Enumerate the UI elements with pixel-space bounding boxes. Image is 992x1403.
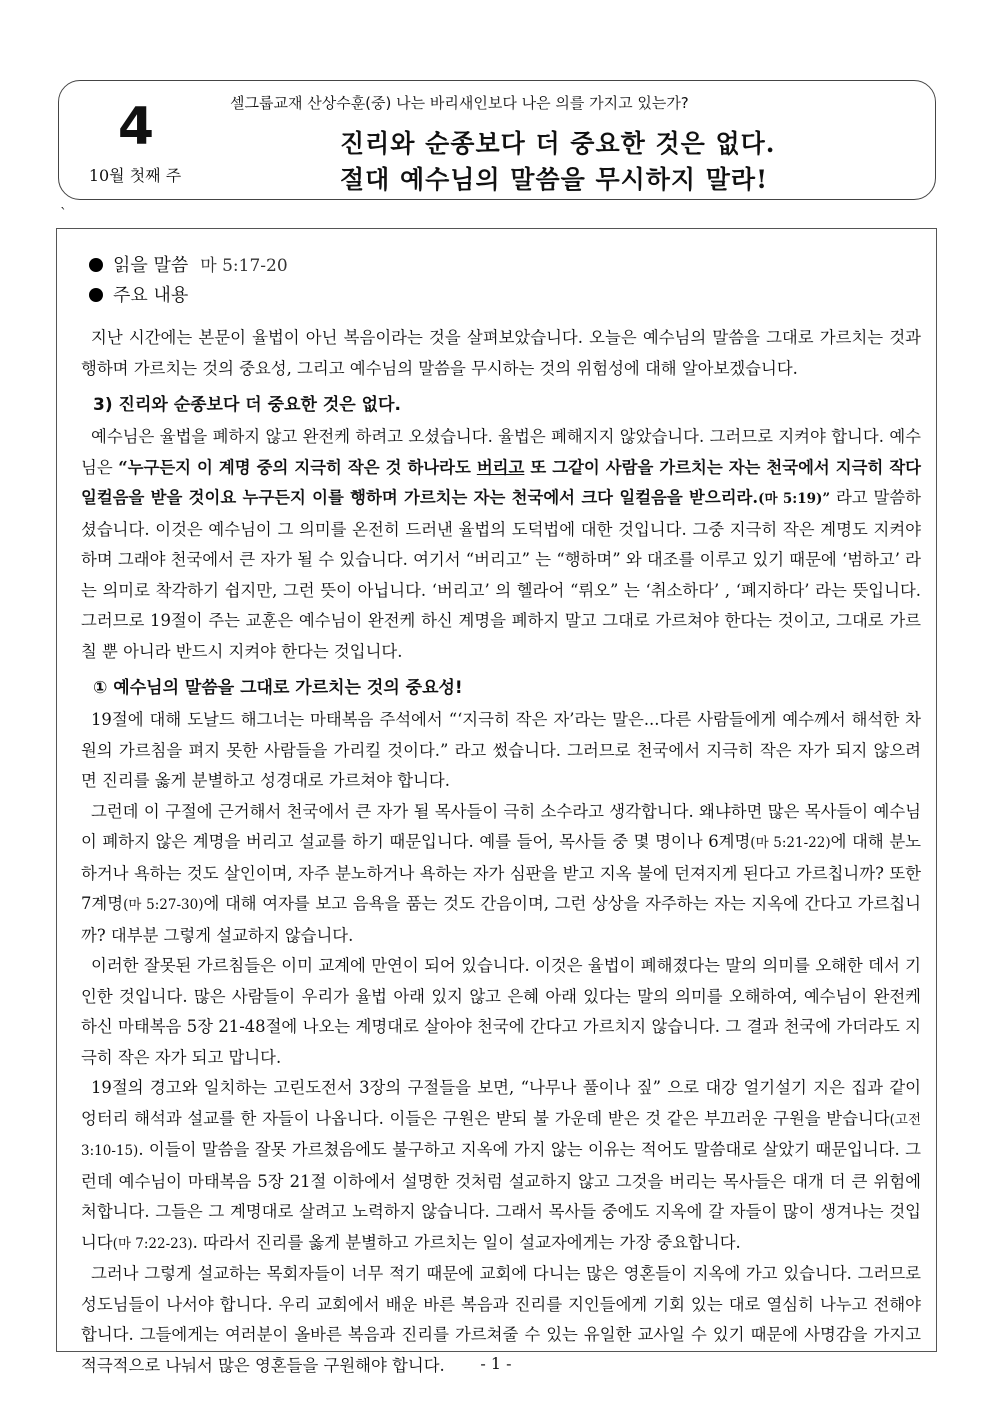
subsection1-paragraph5: 그러나 그렇게 설교하는 목회자들이 너무 적기 때문에 교회에 다니는 많은 영혼들이 지옥에 가고 있습니다. 그러므로 성도님들이 나서야 합니다. 우리 교회에서 배운 바른 복음과 진리를 지인들에게 기회 있는 대로 열심히 나누고 전해야 합니다. 그들에게는 여러분이 올바른 복음과 진리를 가르쳐줄 수 있는 유일한 교사일 수 있기 때문에 사명감을 가지고 적극적으로 나눠서 많은 영혼들을 구원해야 합니다. — [81, 1264, 921, 1375]
lesson-number: 4 — [117, 97, 155, 157]
main-title-line1: 진리와 순종보다 더 중요한 것은 없다. — [340, 129, 776, 158]
quote-reference: (마 5:19)” — [758, 491, 831, 507]
subsection1-paragraph1: 19절에 대해 도날드 해그너는 마태복음 주석에서 “‘지극히 작은 자’라는 말은...다른 사람들에게 예수께서 해석한 차원의 가르침을 펴지 못한 사람들을 가리킬 것이다.” 라고 썼습니다. 그러므로 천국에서 지극히 작은 자가 되지 않으려면 진리를 옳게 분별하고 성경대로 가르쳐야 합니다. — [81, 710, 921, 790]
text-run: 에 대해 분노하거나 욕하는 것도 살인이며, 자주 분노하거나 욕하는 자가 심판을 받고 지옥 불에 던져지게 된다고 가르칩니까? 또한 7계명 — [81, 832, 921, 913]
text-run: 라고 말씀하셨습니다. 이것은 예수님이 그 의미를 온전히 드러낸 율법의 도덕법에 대한 것입니다. 그중 지극히 작은 계명도 지켜야 하며 그래야 천국에서 큰 자가 될 수 있습니다. 여기서 “버리고” 는 “행하며” 와 대조를 이루고 있기 때문에 ‘범하고’ 라는 의미로 착각하기 쉽지만, 그런 뜻이 아닙니다. ‘버리고’ 의 헬라어 “뤼오” 는 ‘취소하다’ , ‘폐지하다’ 라는 뜻입니다. 그러므로 19절이 주는 교훈은 예수님이 완전케 하신 계명을 폐하지 말고 그대로 가르쳐야 한다는 것이고, 그대로 가르칠 뿐 아니라 반드시 지켜야 한다는 것입니다. — [81, 488, 922, 661]
series-title: 셀그룹교재 산상수훈(중) 나는 바리새인보다 나은 의를 가지고 있는가? — [230, 94, 689, 112]
quote-underlined: 버리고 — [476, 457, 525, 477]
reading-label: 읽을 말씀 — [113, 255, 189, 276]
main-content-label: 주요 내용 — [113, 285, 189, 306]
section3-paragraph — [81, 422, 921, 667]
subsection1-paragraph3: 이러한 잘못된 가르침들은 이미 교계에 만연이 되어 있습니다. 이것은 율법이 폐해졌다는 말의 의미를 오해한 데서 기인한 것입니다. 많은 사람들이 우리가 율법 아래 있지 않고 은혜 아래 있다는 말의 의미를 오해하여, 예수님이 완전케 하신 마태복음 5장 21-48절에 나오는 계명대로 살아야 천국에 간다고 가르치지 않습니다. 그 결과 천국에 가더라도 지극히 작은 자가 되고 맙니다. — [81, 956, 921, 1067]
content-box — [56, 228, 937, 1375]
section3-heading: 3) 진리와 순종보다 더 중요한 것은 없다. — [93, 395, 401, 415]
subsection1-paragraph4 — [81, 1073, 921, 1259]
quote-text: 또 그같이 사람을 가르치는 자는 천국에서 지극히 작다 일컬음을 받을 것이요 누구든지 이를 행하며 가르치는 자는 천국에서 크다 일컬음을 받으리라. — [81, 457, 921, 507]
text-run: 그런데 이 구절에 근거해서 천국에서 큰 자가 될 목사들이 극히 소수라고 생각합니다. 왜냐하면 많은 목사들이 예수님이 폐하지 않은 계명을 버리고 설교를 하기 때문입니다. 예를 들어, 목사들 중 몇 명이나 6계명 — [81, 801, 921, 851]
text-run: 에 대해 여자를 보고 음욕을 품는 것도 간음이며, 그런 상상을 자주하는 자는 지옥에 간다고 가르칩니까? 대부분 그렇게 설교하지 않습니다. — [81, 894, 922, 945]
subsection1-heading: ① 예수님의 말씀을 그대로 가르치는 것의 중요성! — [93, 678, 463, 698]
text-run: . 따라서 진리를 옳게 분별하고 가르치는 일이 설교자에게는 가장 중요합니다. — [192, 1232, 741, 1252]
verse-reference: (마 5:21-22) — [750, 835, 831, 851]
verse-reference: (마 7:22-23) — [112, 1235, 193, 1252]
main-title-line2: 절대 예수님의 말씀을 무시하지 말라! — [340, 165, 769, 194]
intro-paragraph: 지난 시간에는 본문이 율법이 아닌 복음이라는 것을 살펴보았습니다. 오늘은 예수님의 말씀을 그대로 가르치는 것과 행하며 가르치는 것의 중요성, 그리고 예수님의 말씀을 무시하는 것의 위험성에 대해 알아보겠습니다. — [81, 328, 921, 378]
content-body — [81, 251, 921, 1381]
subsection1-paragraph2 — [81, 797, 921, 952]
verse-reference: (고전 3:10-15) — [81, 1111, 921, 1159]
week-label: 10월 첫째 주 — [88, 166, 182, 185]
bullet-icon — [89, 258, 103, 272]
text-run: 예수님은 율법을 폐하지 않고 완전케 하려고 오셨습니다. 율법은 폐해지지 않았습니다. 그러므로 지켜야 합니다. 예수님은 — [81, 427, 921, 477]
bullet-icon — [89, 288, 103, 302]
text-run: 19절의 경고와 일치하는 고린도전서 3장의 구절들을 보면, “나무나 풀이나 짚” 으로 대강 얼기설기 지은 집과 같이 엉터리 해석과 설교를 한 자들이 나옵니다. 이들은 구원은 받되 불 가운데 받은 것 같은 부끄러운 구원을 받습니다 — [81, 1078, 921, 1128]
reading-line — [89, 251, 921, 281]
text-run: . 이들이 말씀을 잘못 가르쳤음에도 불구하고 지옥에 가지 않는 이유는 적어도 말씀대로 살았기 때문입니다. 그런데 예수님이 마태복음 5장 21절 이하에서 설명한 것처럼 설교하지 않고 그것을 버리는 목사들은 대개 더 큰 위험에 처합니다. 그들은 그 계명대로 살려고 노력하지 않습니다. 그래서 목사들 중에도 지옥에 갈 자들이 많이 생겨나는 것입니다 — [81, 1140, 921, 1252]
page-number: - 1 - — [480, 1354, 512, 1373]
quote-text: “누구든지 이 계명 중의 지극히 작은 것 하나라도 — [118, 457, 477, 477]
reading-ref: 마 5:17-20 — [200, 256, 288, 276]
main-content-line — [89, 281, 921, 311]
stray-mark: ` — [60, 206, 67, 222]
verse-reference: (마 5:27-30) — [123, 897, 204, 913]
